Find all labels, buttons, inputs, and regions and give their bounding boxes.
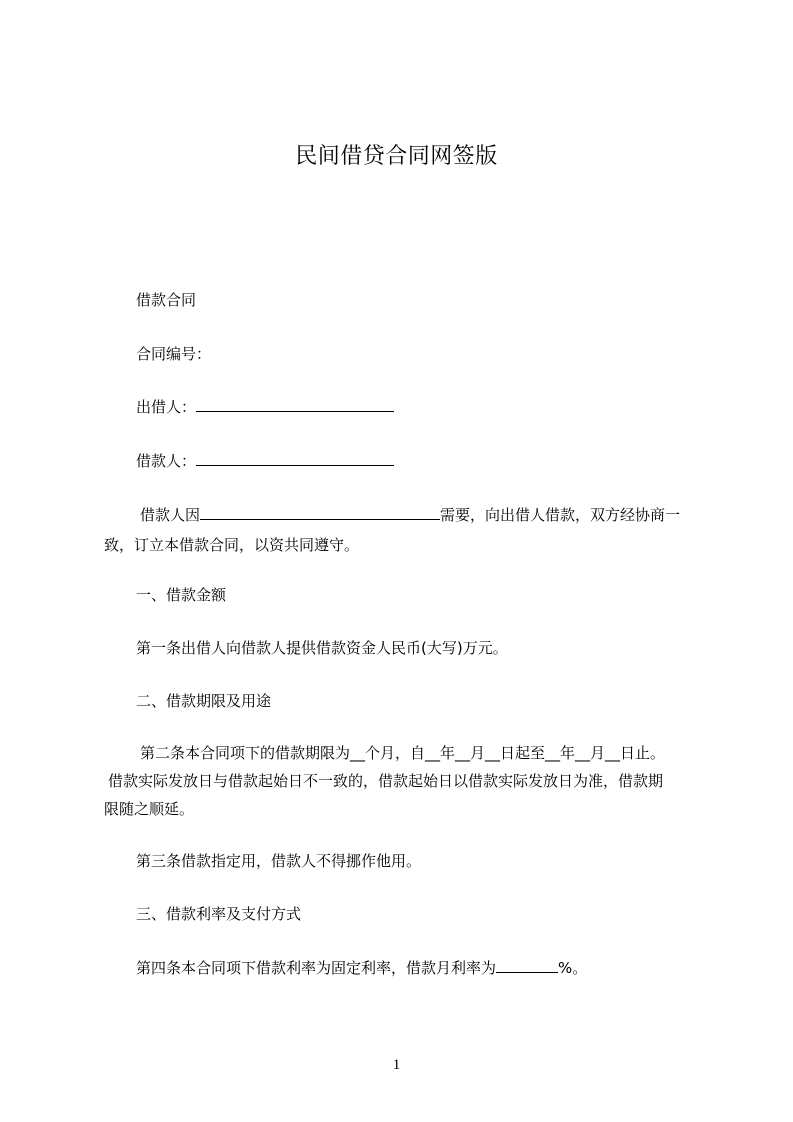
article-2-line-1: 第二条本合同项下的借款期限为__个月，自__年__月__日起至__年__月__日止。 [140, 744, 666, 762]
article-1: 第一条出借人向借款人提供借款资金人民币(大写)万元。 [136, 639, 508, 657]
borrower-blank [196, 451, 394, 466]
page-number: 1 [392, 1057, 401, 1073]
contract-number-label: 合同编号： [136, 345, 212, 363]
intro-suffix: 需要，向出借人借款，双方经协商一 [440, 506, 681, 524]
article-4-prefix: 第四条本合同项下借款利率为固定利率，借款月利率为 [136, 959, 497, 977]
article-4-suffix: %。 [558, 959, 588, 977]
purpose-blank-2 [312, 505, 440, 520]
lender-line [136, 397, 394, 417]
section-2-heading: 二、借款期限及用途 [136, 692, 272, 710]
borrower-label: 借款人： [136, 452, 197, 470]
contract-heading: 借款合同 [136, 291, 197, 309]
lender-label: 出借人： [136, 398, 197, 416]
article-2-line-3: 限随之顺延。 [104, 800, 195, 818]
article-2-line-2: 借款实际发放日与借款起始日不一致的，借款起始日以借款实际发放日为准，借款期 [108, 772, 664, 790]
intro-line-2: 致，订立本借款合同，以资共同遵守。 [104, 536, 360, 554]
intro-prefix: 借款人因 [140, 506, 201, 524]
section-3-heading: 三、借款利率及支付方式 [136, 905, 302, 923]
document-title: 民间借贷合同网签版 [295, 144, 498, 169]
purpose-blank-1 [200, 505, 312, 520]
intro-line-1 [140, 505, 680, 525]
lender-blank [196, 397, 394, 412]
section-1-heading: 一、借款金额 [136, 586, 227, 604]
borrower-line [136, 451, 394, 471]
interest-rate-blank [496, 958, 558, 973]
article-3: 第三条借款指定用，借款人不得挪作他用。 [136, 852, 422, 870]
article-4 [136, 958, 587, 978]
